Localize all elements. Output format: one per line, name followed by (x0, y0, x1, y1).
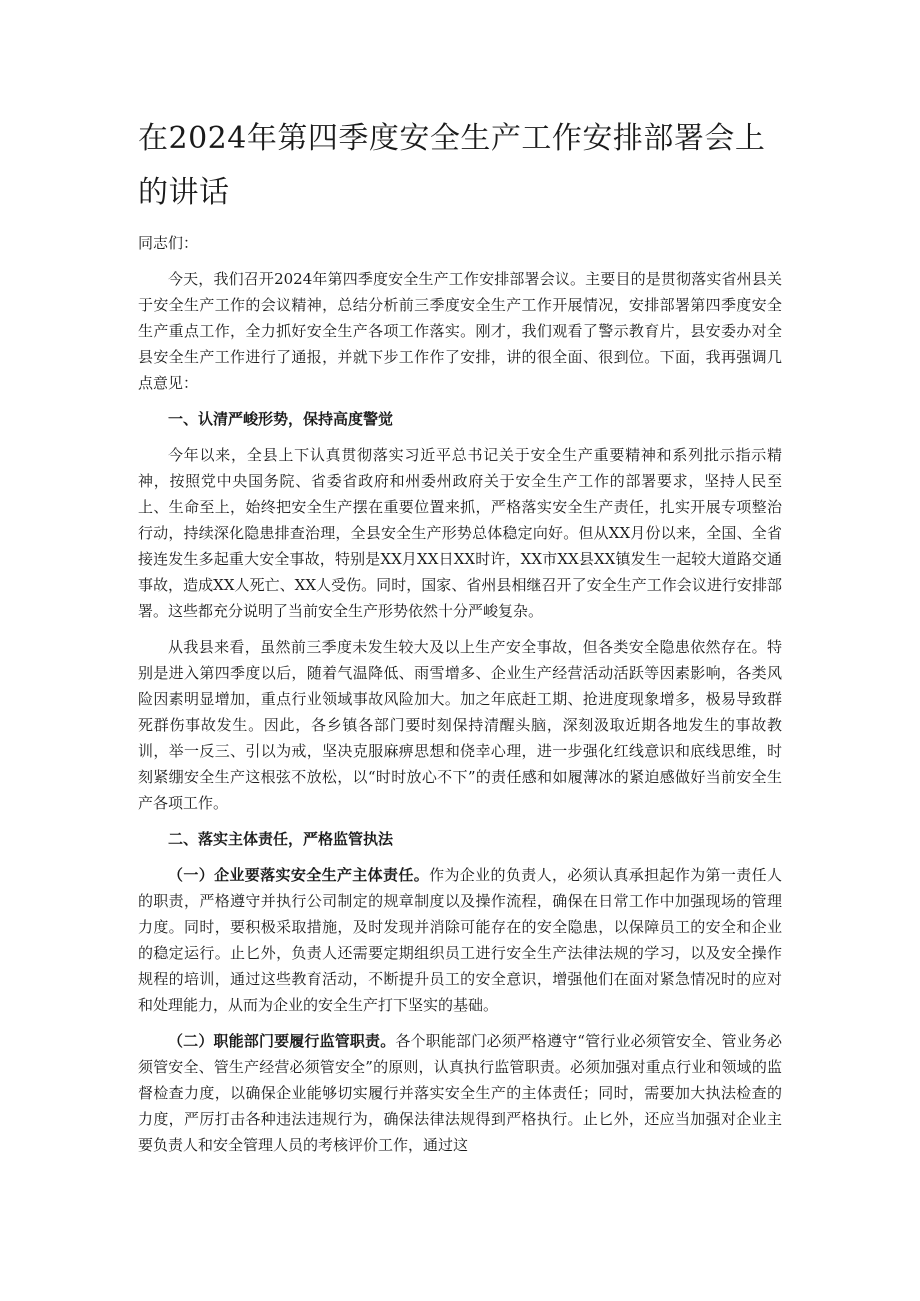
section-1-paragraph-1: 今年以来，全县上下认真贯彻落实习近平总书记关于安全生产重要精神和系列批示指示精神，按照党中央国务院、省委省政府和州委州政府关于安全生产工作的部署要求，坚持人民至上、生命至上，始终把安全生产摆在重要位置来抓，严格落实安全生产责任，扎实开展专项整治行动，持续深化隐患排查治理，全县安全生产形势总体稳定向好。但从XX月份以来，全国、全省接连发生多起重大安全事故，特别是XX月XX日XX时许，XX市XX县XX镇发生一起较大道路交通事故，造成XX人死亡、XX人受伤。同时，国家、省州县相继召开了安全生产工作会议进行安排部署。这些都充分说明了当前安全生产形势依然十分严峻复杂。 (138, 446, 782, 620)
section-2-heading: 二、落实主体责任，严格监管执法 (168, 830, 394, 848)
document-title: 在2024年第四季度安全生产工作安排部署会上的讲话 (138, 121, 766, 210)
section-2-item-1-lead: （一）企业要落实安全生产主体责任。 (168, 866, 430, 884)
intro-paragraph: 今天，我们召开2024年第四季度安全生产工作安排部署会议。主要目的是贯彻落实省州县关于安全生产工作的会议精神，总结分析前三季度安全生产工作开展情况，安排部署第四季度安全生产重点工作，全力抓好安全生产各项工作落实。刚才，我们观看了警示教育片，县安委办对全县安全生产工作进行了通报，并就下步工作作了安排，讲的很全面、很到位。下面，我再强调几点意见： (138, 270, 782, 392)
section-1-paragraph-2: 从我县来看，虽然前三季度未发生较大及以上生产安全事故，但各类安全隐患依然存在。特别是进入第四季度以后，随着气温降低、雨雪增多、企业生产经营活动活跃等因素影响，各类风险因素明显增加，重点行业领域事故风险加大。加之年底赶工期、抢进度现象增多，极易导致群死群伤事故发生。因此，各乡镇各部门要时刻保持清醒头脑，深刻汲取近期各地发生的事故教训，举一反三、引以为戒，坚决克服麻痹思想和侥幸心理，进一步强化红线意识和底线思维，时刻紧绷安全生产这根弦不放松，以“时时放心不下”的责任感和如履薄冰的紧迫感做好当前安全生产各项工作。 (138, 638, 782, 812)
section-2-item-2-lead: （二）职能部门要履行监管职责。 (168, 1032, 396, 1050)
section-2-item-1-text: 作为企业的负责人，必须认真承担起作为第一责任人的职责，严格遵守并执行公司制定的规章制度以及操作流程，确保在日常工作中加强现场的管理力度。同时，要积极采取措施，及时发现并消除可能存在的安全隐患，以保障员工的安全和企业的稳定运行。止匕外，负责人还需要定期组织员工进行安全生产法律法规的学习，以及安全操作规程的培训，通过这些教育活动，不断提升员工的安全意识，增强他们在面对紧急情况时的应对和处理能力，从而为企业的安全生产打下坚实的基础。 (138, 866, 782, 1014)
section-2-item-2 (138, 1028, 782, 1158)
salutation: 同志们： (138, 234, 199, 252)
section-2-item-1 (138, 862, 782, 1018)
section-1-heading: 一、认清严峻形势，保持高度警觉 (168, 410, 394, 428)
section-2-item-2-text: 各个职能部门必须严格遵守“管行业必须管安全、管业务必须管安全、管生产经营必须管安全”的原则，认真执行监管职责。必须加强对重点行业和领域的监督检查力度，以确保企业能够切实履行并落实安全生产的主体责任；同时，需要加大执法检查的力度，严厉打击各种违法违规行为，确保法律法规得到严格执行。止匕外，还应当加强对企业主要负责人和安全管理人员的考核评价工作，通过这 (138, 1032, 782, 1154)
